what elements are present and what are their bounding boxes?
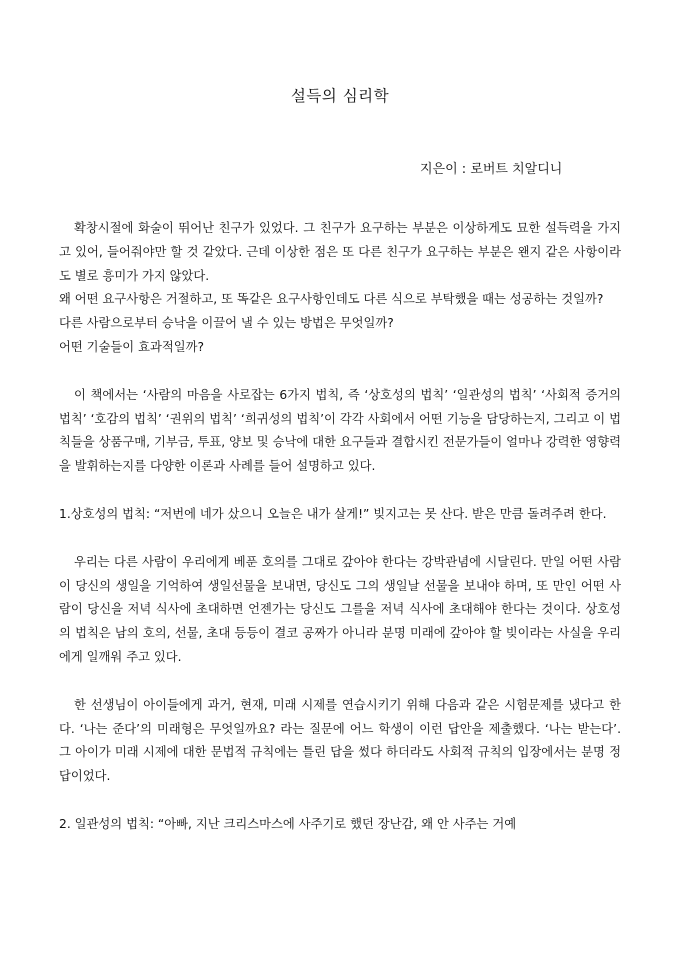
intro-question: 왜 어떤 요구사항은 거절하고, 또 똑같은 요구사항인데도 다른 식으로 부탁했을 때는 성공하는 것일까?	[59, 292, 604, 307]
author-line: 지은이 : 로버트 치알디니	[420, 162, 563, 177]
law1-heading: 1.상호성의 법칙: “저번에 네가 샀으니 오늘은 내가 살게!” 빚지고는 못 산다. 받은 만큼 돌려주려 한다.	[59, 506, 607, 521]
paragraph-gap	[59, 527, 621, 551]
paragraph-gap	[59, 670, 621, 694]
paragraph-gap	[59, 479, 621, 503]
overview-paragraph: 이 책에서는 ‘사람의 마음을 사로잡는 6가지 법칙, 즉 ‘상호성의 법칙’ ‘일관성의 법칙’ ‘사회적 증거의 법칙’ ‘호감의 법칙’ ‘권위의 법칙’ ‘희귀성의 법칙’이 각각 사회에서 어떤 기능을 담당하는지, 그리고 이 법칙들을 상품구매, 기부금, 투표, 양보 및 승낙에 대한 요구들과 결합시킨 전문가들이 얼마나 강력한 영향력을 발휘하는지를 다양한 이론과 사례를 들어 설명하고 있다.	[59, 387, 621, 474]
law2-heading: 2. 일관성의 법칙: “아빠, 지난 크리스마스에 사주기로 했던 장난감, 왜 안 사주는 거예	[59, 816, 517, 831]
intro-paragraph: 확창시절에 화술이 뛰어난 친구가 있었다. 그 친구가 요구하는 부분은 이상하게도 묘한 설득력을 가지고 있어, 들어줘야만 할 것 같았다. 근데 이상한 점은 또 다른 친구가 요구하는 부분은 왠지 같은 사항이라도 별로 흥미가 가지 않았다.	[59, 221, 621, 283]
intro-question: 다른 사람으로부터 승낙을 이끌어 낼 수 있는 방법은 무엇일까?	[59, 316, 394, 331]
law1-example-paragraph: 한 선생님이 아이들에게 과거, 현재, 미래 시제를 연습시키기 위해 다음과 같은 시험문제를 냈다고 한다. ‘나는 준다’의 미래형은 무엇일까요? 라는 질문에 어느 학생이 이런 답안을 제출했다. ‘나는 받는다’. 그 아이가 미래 시제에 대한 문법적 규칙에는 틀린 답을 썼다 하더라도 사회적 규칙의 입장에서는 분명 정답이었다.	[59, 697, 621, 784]
intro-question: 어떤 기술들이 효과적일까?	[59, 339, 205, 354]
law1-paragraph: 우리는 다른 사람이 우리에게 베푼 호의를 그대로 갚아야 한다는 강박관념에 시달린다. 만일 어떤 사람이 당신의 생일을 기억하여 생일선물을 보내면, 당신도 그의 생일날 선물을 보내야 하며, 또 만인 어떤 사람이 당신을 저녁 식사에 초대하면 언젠가는 당신도 그를을 저녁 식사에 초대해야 한다는 것이다. 상호성의 법칙은 남의 호의, 선물, 초대 등등이 결코 공짜가 아니라 분명 미래에 갚아야 할 빚이라는 사실을 우리에게 일깨워 주고 있다.	[59, 554, 621, 664]
document-title: 설득의 심리학	[290, 87, 390, 105]
paragraph-gap	[59, 360, 621, 384]
paragraph-gap	[59, 789, 621, 813]
document-body	[59, 217, 621, 837]
